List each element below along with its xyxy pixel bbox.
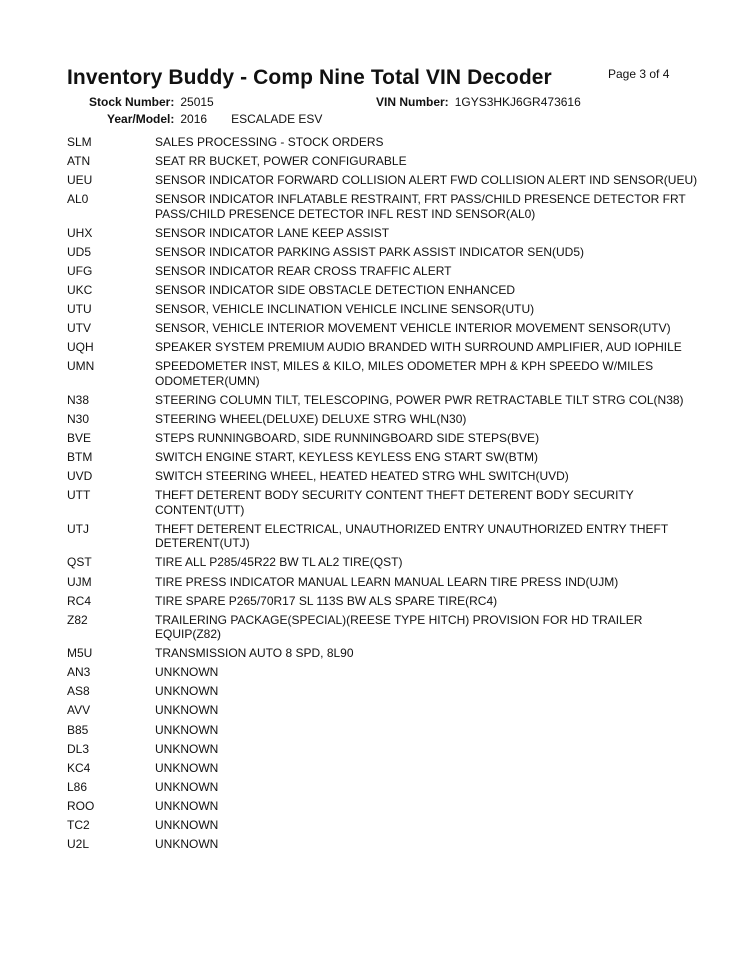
- option-description: SPEEDOMETER INST, MILES & KILO, MILES ODOMETER MPH & KPH SPEEDO W/MILES ODOMETER(UMN): [155, 359, 654, 388]
- option-description: SENSOR, VEHICLE INTERIOR MOVEMENT VEHICLE INTERIOR MOVEMENT SENSOR(UTV): [155, 321, 671, 336]
- year-value: 2016: [180, 112, 208, 126]
- option-description: TRAILERING PACKAGE(SPECIAL)(REESE TYPE HITCH) PROVISION FOR HD TRAILER EQUIP(Z82): [155, 612, 643, 642]
- option-code: AVV: [67, 703, 91, 718]
- option-row: [67, 283, 707, 297]
- option-description: UNKNOWN: [155, 837, 219, 852]
- option-code: UD5: [67, 244, 92, 259]
- option-code: UVD: [67, 469, 93, 484]
- option-description: UNKNOWN: [155, 665, 219, 680]
- option-description: SENSOR INDICATOR REAR CROSS TRAFFIC ALERT: [155, 263, 452, 278]
- option-description: SENSOR INDICATOR PARKING ASSIST PARK ASSIST INDICATOR SEN(UD5): [155, 244, 584, 259]
- option-row: [67, 488, 707, 517]
- option-row: [67, 154, 707, 168]
- option-description: UNKNOWN: [155, 684, 219, 699]
- option-description: SENSOR INDICATOR INFLATABLE RESTRAINT, FRT PASS/CHILD PRESENCE DETECTOR FRT PASS/CHILD PRESENCE DETECTOR INFL REST IND SENSOR(AL0): [155, 192, 686, 221]
- option-row: [67, 359, 707, 388]
- option-code: UFG: [67, 263, 93, 278]
- option-code: UKC: [67, 283, 93, 298]
- option-row: [67, 321, 707, 335]
- option-row: [67, 818, 707, 832]
- option-code: UHX: [67, 225, 93, 240]
- option-code: UTT: [67, 488, 91, 503]
- option-description: SENSOR INDICATOR SIDE OBSTACLE DETECTION ENHANCED: [155, 283, 516, 298]
- option-code: BTM: [67, 450, 93, 465]
- option-description: STEERING WHEEL(DELUXE) DELUXE STRG WHL(N30): [155, 412, 467, 427]
- option-code: UTV: [67, 321, 91, 336]
- option-code: UTU: [67, 302, 92, 317]
- option-description: STEPS RUNNINGBOARD, SIDE RUNNINGBOARD SIDE STEPS(BVE): [155, 431, 540, 446]
- option-code: KC4: [67, 760, 91, 775]
- option-code: TC2: [67, 818, 90, 833]
- option-code: UTJ: [67, 521, 89, 536]
- option-description: UNKNOWN: [155, 798, 219, 813]
- option-row: [67, 431, 707, 445]
- option-row: [67, 799, 707, 813]
- option-row: [67, 646, 707, 660]
- option-description: SENSOR INDICATOR FORWARD COLLISION ALERT FWD COLLISION ALERT IND SENSOR(UEU): [155, 173, 698, 188]
- option-row: [67, 340, 707, 354]
- stock-number-value: 25015: [180, 95, 214, 109]
- option-description: SWITCH STEERING WHEEL, HEATED HEATED STRG WHL SWITCH(UVD): [155, 469, 569, 484]
- option-description: UNKNOWN: [155, 703, 219, 718]
- option-row: [67, 665, 707, 679]
- vin-number-label: VIN Number:: [376, 95, 449, 109]
- stock-number-label: Stock Number:: [89, 95, 175, 109]
- option-code: M5U: [67, 646, 93, 661]
- option-row: [67, 742, 707, 756]
- option-description: SPEAKER SYSTEM PREMIUM AUDIO BRANDED WITH SURROUND AMPLIFIER, AUD IOPHILE: [155, 340, 682, 355]
- option-code: AS8: [67, 684, 90, 699]
- option-description: TRANSMISSION AUTO 8 SPD, 8L90: [155, 646, 354, 661]
- option-code: QST: [67, 555, 92, 570]
- option-description: TIRE PRESS INDICATOR MANUAL LEARN MANUAL LEARN TIRE PRESS IND(UJM): [155, 574, 619, 589]
- option-description: TIRE ALL P285/45R22 BW TL AL2 TIRE(QST): [155, 555, 403, 570]
- year-model-label: Year/Model:: [107, 112, 175, 126]
- option-description: UNKNOWN: [155, 741, 219, 756]
- option-description: UNKNOWN: [155, 760, 219, 775]
- option-code: B85: [67, 722, 89, 737]
- option-row: [67, 135, 707, 149]
- year-model: [107, 112, 322, 126]
- option-description: TIRE SPARE P265/70R17 SL 113S BW ALS SPARE TIRE(RC4): [155, 593, 498, 608]
- option-description: UNKNOWN: [155, 722, 219, 737]
- option-row: [67, 594, 707, 608]
- option-row: [67, 264, 707, 278]
- model-value: ESCALADE ESV: [231, 112, 323, 126]
- option-row: [67, 780, 707, 794]
- vin-number: [376, 95, 581, 109]
- page-number: Page 3 of 4: [608, 67, 670, 81]
- option-description: UNKNOWN: [155, 818, 219, 833]
- option-code: ROO: [67, 798, 95, 813]
- option-code: L86: [67, 779, 88, 794]
- option-code: UEU: [67, 173, 93, 188]
- option-code: AN3: [67, 665, 91, 680]
- option-row: [67, 575, 707, 589]
- option-row: [67, 837, 707, 851]
- option-description: SWITCH ENGINE START, KEYLESS KEYLESS ENG START SW(BTM): [155, 450, 538, 465]
- option-description: THEFT DETERENT ELECTRICAL, UNAUTHORIZED ENTRY UNAUTHORIZED ENTRY THEFT DETERENT(UTJ): [155, 521, 668, 551]
- page-title: Inventory Buddy - Comp Nine Total VIN Decoder: [67, 66, 552, 89]
- option-description: THEFT DETERENT BODY SECURITY CONTENT THEFT DETERENT BODY SECURITY CONTENT(UTT): [155, 488, 634, 517]
- option-code: SLM: [67, 135, 92, 149]
- option-row: [67, 393, 707, 407]
- option-row: [67, 469, 707, 483]
- option-description: SEAT RR BUCKET, POWER CONFIGURABLE: [155, 154, 407, 169]
- option-description: UNKNOWN: [155, 779, 219, 794]
- option-row: [67, 245, 707, 259]
- vin-number-value: 1GYS3HKJ6GR473616: [454, 95, 581, 109]
- option-description: STEERING COLUMN TILT, TELESCOPING, POWER PWR RETRACTABLE TILT STRG COL(N38): [155, 392, 684, 407]
- option-row: [67, 192, 707, 221]
- option-code: BVE: [67, 431, 92, 446]
- option-code: N38: [67, 392, 90, 407]
- option-code: ATN: [67, 154, 91, 169]
- option-description: SALES PROCESSING - STOCK ORDERS: [155, 135, 384, 149]
- option-row: [67, 450, 707, 464]
- option-row: [67, 522, 707, 551]
- option-code: DL3: [67, 741, 90, 756]
- option-row: [67, 555, 707, 569]
- option-code: U2L: [67, 837, 90, 852]
- option-row: [67, 613, 707, 642]
- option-description: SENSOR, VEHICLE INCLINATION VEHICLE INCLINE SENSOR(UTU): [155, 302, 535, 317]
- option-code: RC4: [67, 593, 92, 608]
- option-row: [67, 703, 707, 717]
- option-code: Z82: [67, 612, 88, 627]
- option-code: N30: [67, 412, 90, 427]
- option-code: AL0: [67, 192, 89, 207]
- option-row: [67, 412, 707, 426]
- option-description: SENSOR INDICATOR LANE KEEP ASSIST: [155, 225, 390, 240]
- option-row: [67, 723, 707, 737]
- option-row: [67, 684, 707, 698]
- option-code: UJM: [67, 574, 92, 589]
- option-row: [67, 226, 707, 240]
- option-code: UQH: [67, 340, 94, 355]
- option-row: [67, 173, 707, 187]
- option-row: [67, 761, 707, 775]
- option-row: [67, 302, 707, 316]
- option-code: UMN: [67, 359, 95, 374]
- stock-number: [89, 95, 214, 109]
- option-code-list: [67, 135, 707, 856]
